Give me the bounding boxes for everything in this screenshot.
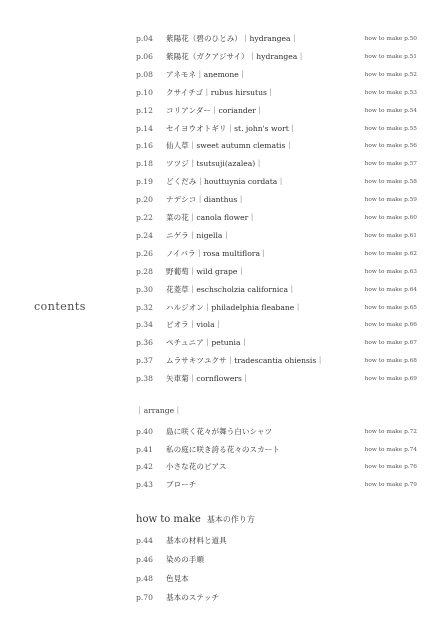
toc-page-number: p.43 [136,479,153,489]
toc-page-number: p.24 [136,230,153,240]
toc-row [0,211,445,225]
toc-page-number: p.36 [136,338,153,348]
toc-entry-title: 仙人草｜sweet autumn clematis｜ [166,141,293,151]
toc-entry-title: 矢車菊｜cornflowers｜ [166,374,250,384]
toc-how-to-make-ref: how to make p.68 [364,358,417,365]
toc-page-number: p.37 [136,356,153,366]
toc-how-to-make-ref: how to make p.51 [364,53,417,60]
toc-page-number: p.22 [136,213,153,222]
toc-entry-title: 島に咲く花々が舞う白いシャツ [166,427,273,436]
toc-page-number: p.26 [136,248,153,258]
toc-how-to-make-ref: how to make p.66 [364,322,417,329]
toc-page-number: p.34 [136,320,153,330]
toc-row [0,591,445,605]
toc-page-number: p.18 [136,159,153,169]
contents-title: contents [34,300,86,313]
toc-page-number: p.70 [136,593,153,602]
toc-entry-title: ペチュニア｜petunia｜ [166,338,249,348]
toc-page-number: p.10 [136,87,153,97]
toc-page-number: p.04 [136,34,153,43]
toc-page-number: p.41 [136,444,153,454]
toc-how-to-make-ref: how to make p.58 [364,179,417,186]
toc-entry-title: クサイチゴ｜rubus hirsutus｜ [166,87,275,97]
toc-entry-title: ナデシコ｜dianthus｜ [166,195,245,205]
toc-entry-title: 花菱草｜eschscholzia californica｜ [166,284,296,294]
toc-how-to-make-ref: how to make p.69 [364,376,417,383]
toc-how-to-make-ref: how to make p.55 [364,125,417,132]
toc-entry-title: ムラサキツユクサ｜tradescantia ohiensis｜ [166,356,324,366]
toc-entry-title: ノイバラ｜rosa multiflora｜ [166,248,268,258]
toc-page-number: p.16 [136,141,153,151]
toc-row [0,104,445,118]
toc-row [0,572,445,586]
section-heading-jp: 基本の作り方 [206,515,255,524]
toc-page-number: p.48 [136,574,153,583]
toc-how-to-make-ref: how to make p.67 [364,340,417,347]
how-to-make-section-heading [136,514,255,525]
toc-page-number: p.40 [136,427,153,436]
toc-entry-title: 紫陽花（ガクアジサイ）｜hydrangea｜ [166,51,305,61]
toc-how-to-make-ref: how to make p.52 [364,71,417,78]
toc-page-number: p.44 [136,536,153,545]
toc-entry-title: 小さな花のピアス [166,462,227,471]
toc-row [0,139,445,153]
toc-row [0,32,445,46]
toc-how-to-make-ref: how to make p.53 [364,89,417,96]
toc-entry-title: 菜の花｜canola flower｜ [166,213,256,222]
toc-entry-title: ツツジ｜tsutsuji(azalea)｜ [166,159,263,169]
toc-row [0,86,445,100]
toc-entry-title: アネモネ｜anemone｜ [166,69,247,79]
toc-row [0,301,445,315]
section-heading-en: how to make [136,514,201,525]
toc-how-to-make-ref: how to make p.56 [364,143,417,150]
toc-page-number: p.08 [136,69,153,79]
toc-entry-title: どくだみ｜houttuynia cordata｜ [166,177,285,187]
toc-page-number: p.19 [136,177,153,187]
toc-row [0,318,445,332]
toc-row [0,425,445,439]
toc-entry-title: ブローチ [166,479,197,489]
toc-page-number: p.28 [136,266,153,276]
toc-row [0,460,445,474]
toc-entry-title: 野葡萄｜wild grape｜ [166,266,245,276]
toc-row [0,534,445,548]
toc-how-to-make-ref: how to make p.74 [364,446,417,453]
toc-page-number: p.06 [136,51,153,61]
toc-page-number: p.30 [136,284,153,294]
toc-row [0,354,445,368]
toc-entry-title: ニゲラ｜nigella｜ [166,230,231,240]
toc-how-to-make-ref: how to make p.61 [364,232,417,239]
toc-how-to-make-ref: how to make p.57 [364,161,417,168]
toc-entry-title: セイヨウオトギリ｜st. john's wort｜ [166,123,297,133]
toc-row [0,193,445,207]
toc-page-number: p.46 [136,555,153,564]
toc-how-to-make-ref: how to make p.72 [364,429,417,435]
toc-page-number: p.32 [136,302,153,312]
toc-row [0,283,445,297]
toc-entry-title: ビオラ｜viola｜ [166,320,223,330]
toc-page-number: p.14 [136,123,153,133]
toc-row [0,68,445,82]
toc-entry-title: 色見本 [166,574,189,583]
toc-entry-title: ハルジオン｜philadelphia fleabane｜ [166,302,302,312]
toc-page-number: p.38 [136,374,153,384]
toc-how-to-make-ref: how to make p.76 [364,464,417,470]
toc-page-number: p.20 [136,195,153,205]
toc-how-to-make-ref: how to make p.62 [364,250,417,257]
toc-row [0,553,445,567]
toc-entry-title: 基本の材料と道具 [166,536,227,545]
toc-how-to-make-ref: how to make p.79 [364,481,417,488]
toc-row [0,229,445,243]
toc-row [0,478,445,492]
toc-row [0,50,445,64]
toc-entry-title: コリアンダー｜coriander｜ [166,105,264,115]
toc-how-to-make-ref: how to make p.59 [364,197,417,204]
toc-entry-title: 紫陽花（碧のひとみ）｜hydrangea｜ [166,34,299,43]
toc-row [0,372,445,386]
toc-how-to-make-ref: how to make p.65 [364,304,417,311]
toc-entry-title: 私の庭に咲き誇る花々のスカート [166,444,280,454]
toc-entry-title: 基本のステッチ [166,593,220,602]
toc-entry-title: 染めの手順 [166,555,204,564]
toc-how-to-make-ref: how to make p.50 [364,36,417,42]
toc-how-to-make-ref: how to make p.60 [364,215,417,221]
toc-page-number: p.12 [136,105,153,115]
toc-row [0,336,445,350]
toc-how-to-make-ref: how to make p.64 [364,286,417,293]
toc-row [0,265,445,279]
toc-row [0,122,445,136]
toc-row [0,443,445,457]
toc-page-number: p.42 [136,462,153,471]
toc-how-to-make-ref: how to make p.54 [364,107,417,114]
toc-row [0,157,445,171]
toc-how-to-make-ref: how to make p.63 [364,268,417,275]
toc-row [0,175,445,189]
toc-row [0,247,445,261]
arrange-section-label: ｜arrange｜ [136,406,182,415]
